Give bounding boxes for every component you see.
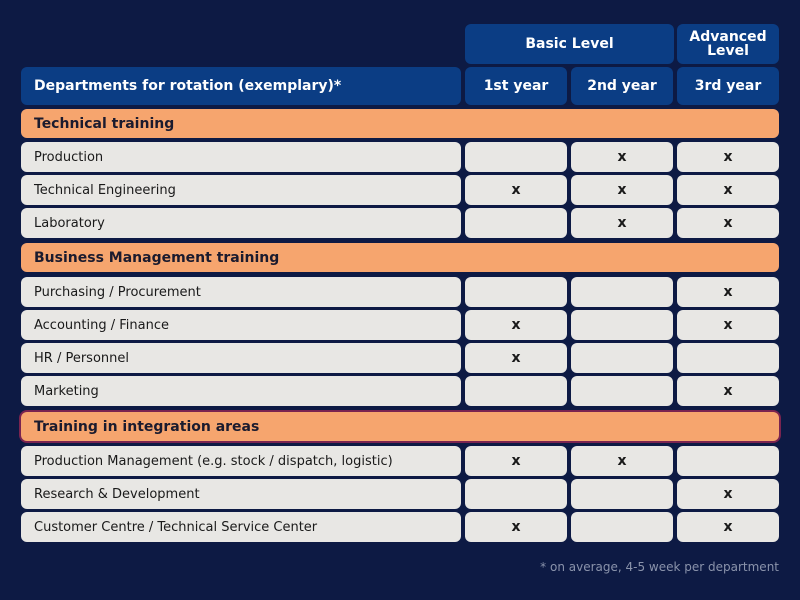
row-mark-accounting-finance-year1: x <box>465 310 567 340</box>
year-3-header: 3rd year <box>677 67 779 105</box>
row-mark-purchasing-procurement-year2 <box>571 277 673 307</box>
year-2-header: 2nd year <box>571 67 673 105</box>
row-label-customer-centre: Customer Centre / Technical Service Center <box>21 512 461 542</box>
departments-header: Departments for rotation (exemplary)* <box>21 67 461 105</box>
row-mark-laboratory-year3: x <box>677 208 779 238</box>
row-mark-marketing-year2 <box>571 376 673 406</box>
row-label-technical-engineering: Technical Engineering <box>21 175 461 205</box>
year-1-header: 1st year <box>465 67 567 105</box>
row-mark-production-management-year1: x <box>465 446 567 476</box>
row-mark-marketing-year1 <box>465 376 567 406</box>
row-mark-laboratory-year2: x <box>571 208 673 238</box>
section-header-training-in-integration-areas: Training in integration areas <box>21 412 779 441</box>
row-mark-research-development-year2 <box>571 479 673 509</box>
row-label-laboratory: Laboratory <box>21 208 461 238</box>
section-header-technical-training: Technical training <box>21 109 779 138</box>
advanced-level-line1: Advanced <box>689 29 767 45</box>
row-mark-customer-centre-year2 <box>571 512 673 542</box>
row-mark-accounting-finance-year2 <box>571 310 673 340</box>
row-mark-customer-centre-year1: x <box>465 512 567 542</box>
row-mark-customer-centre-year3: x <box>677 512 779 542</box>
row-mark-technical-engineering-year3: x <box>677 175 779 205</box>
row-label-production-management: Production Management (e.g. stock / dispatch, logistic) <box>21 446 461 476</box>
row-mark-production-year3: x <box>677 142 779 172</box>
section-header-business-management-training: Business Management training <box>21 243 779 272</box>
row-mark-technical-engineering-year2: x <box>571 175 673 205</box>
row-mark-production-management-year3 <box>677 446 779 476</box>
row-label-purchasing-procurement: Purchasing / Procurement <box>21 277 461 307</box>
row-mark-hr-personnel-year3 <box>677 343 779 373</box>
row-mark-production-year2: x <box>571 142 673 172</box>
row-label-research-development: Research & Development <box>21 479 461 509</box>
row-mark-research-development-year1 <box>465 479 567 509</box>
row-label-production: Production <box>21 142 461 172</box>
footnote: * on average, 4-5 week per department <box>540 560 779 574</box>
row-label-marketing: Marketing <box>21 376 461 406</box>
basic-level-header: Basic Level <box>465 24 674 64</box>
row-mark-production-year1 <box>465 142 567 172</box>
row-mark-research-development-year3: x <box>677 479 779 509</box>
row-mark-purchasing-procurement-year3: x <box>677 277 779 307</box>
row-mark-purchasing-procurement-year1 <box>465 277 567 307</box>
row-mark-technical-engineering-year1: x <box>465 175 567 205</box>
row-mark-hr-personnel-year2 <box>571 343 673 373</box>
row-mark-production-management-year2: x <box>571 446 673 476</box>
advanced-level-header <box>677 24 779 64</box>
row-mark-laboratory-year1 <box>465 208 567 238</box>
row-mark-hr-personnel-year1: x <box>465 343 567 373</box>
row-label-accounting-finance: Accounting / Finance <box>21 310 461 340</box>
row-mark-accounting-finance-year3: x <box>677 310 779 340</box>
row-label-hr-personnel: HR / Personnel <box>21 343 461 373</box>
advanced-level-line2: Level <box>707 43 749 59</box>
row-mark-marketing-year3: x <box>677 376 779 406</box>
